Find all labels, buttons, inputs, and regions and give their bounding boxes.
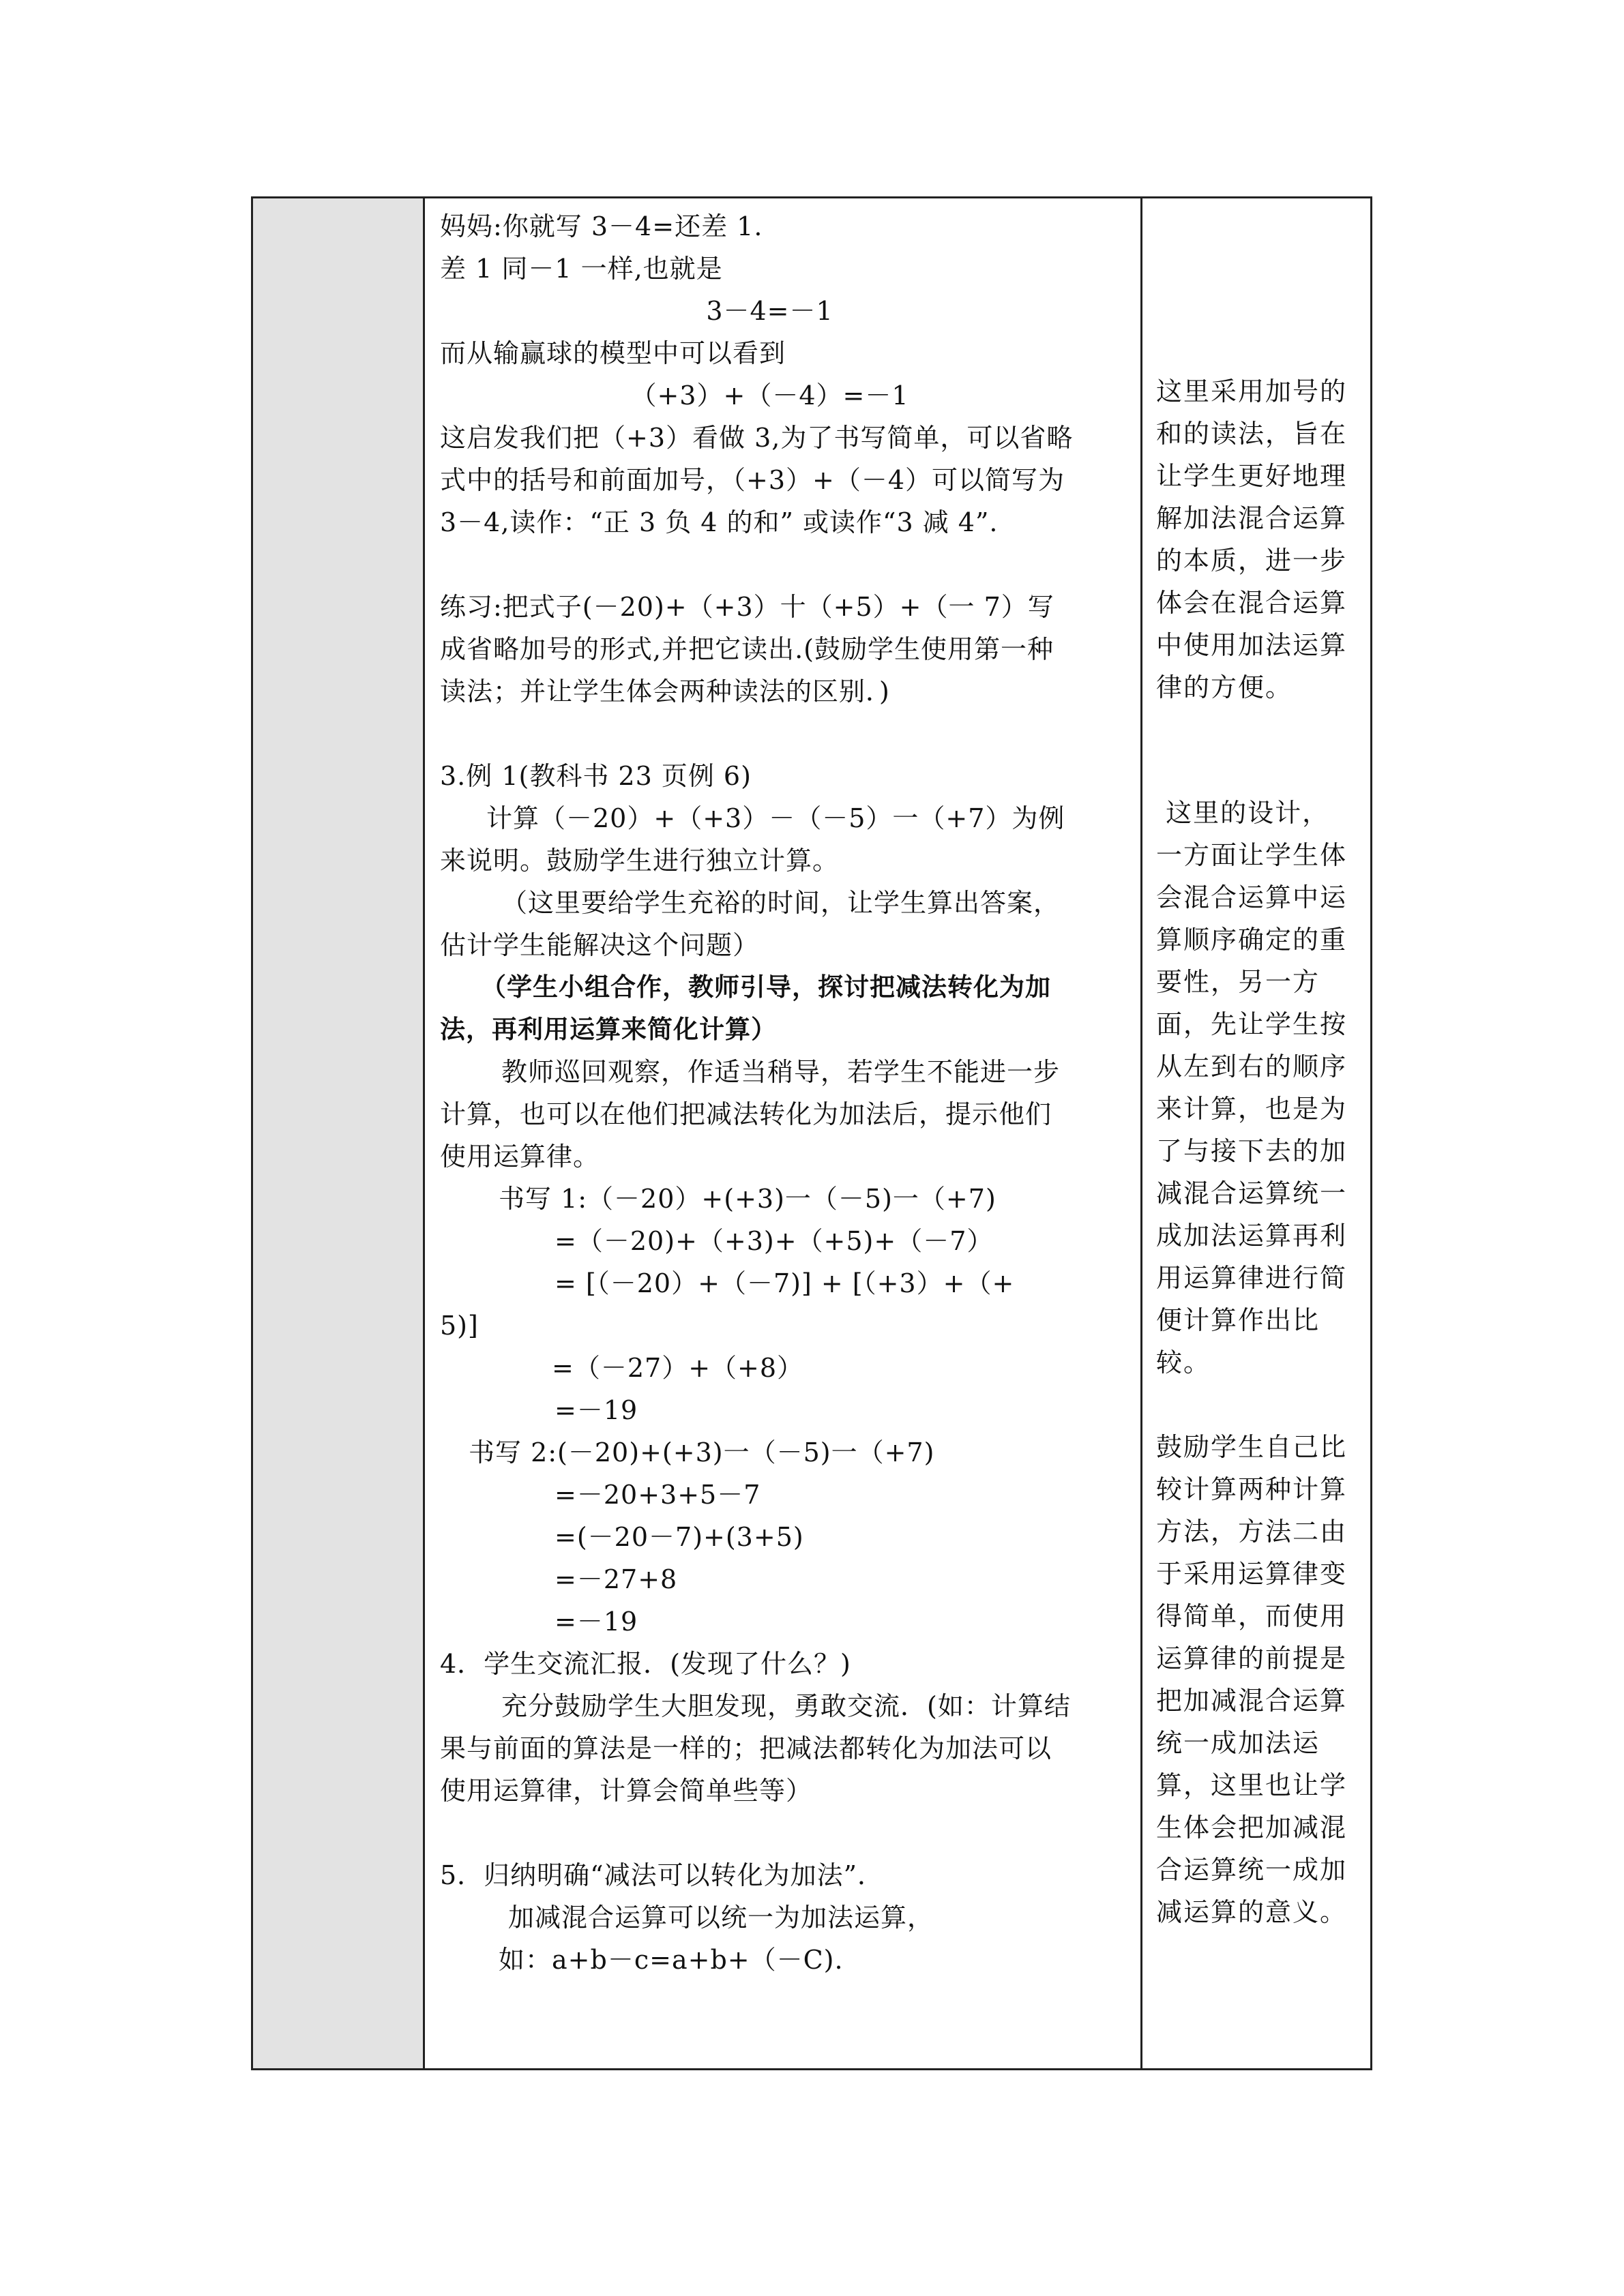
note-line: 算，这里也让学 bbox=[1156, 1770, 1348, 1800]
content-line: 充分鼓励学生大胆发现，勇敢交流．(如：计算结 bbox=[501, 1691, 1071, 1721]
design-note bbox=[1156, 792, 1347, 1384]
note-line: 和的读法，旨在 bbox=[1156, 419, 1348, 449]
content-line: 计算，也可以在他们把减法转化为加法后，提示他们 bbox=[440, 1099, 1052, 1129]
content-line: 式中的括号和前面加号，（+3）+（－4）可以简写为 bbox=[440, 465, 1065, 495]
note-line: 从左到右的顺序 bbox=[1156, 1052, 1348, 1082]
note-line: 算顺序确定的重 bbox=[1156, 925, 1348, 955]
content-line: 3－4,读作：“正 3 负 4 的和” 或读作“3 减 4”. bbox=[440, 507, 999, 537]
content-line: 法，再利用运算来简化计算） bbox=[440, 1015, 777, 1044]
content-line bbox=[440, 713, 1140, 755]
content-line: 使用运算律。 bbox=[440, 1142, 600, 1172]
design-note bbox=[1156, 370, 1347, 709]
design-notes-column bbox=[1142, 198, 1370, 2068]
content-line: 4．学生交流汇报．(发现了什么？) bbox=[440, 1649, 851, 1679]
content-line: （学生小组合作，教师引导，探讨把减法转化为加 bbox=[481, 972, 1051, 1002]
note-line: 的本质，进一步 bbox=[1156, 546, 1348, 576]
lesson-plan-table bbox=[251, 196, 1372, 2070]
note-line: 统一成加法运 bbox=[1156, 1728, 1320, 1758]
content-line: 成省略加号的形式,并把它读出.(鼓励学生使用第一种 bbox=[440, 634, 1054, 664]
note-line: 成加法运算再利 bbox=[1156, 1221, 1348, 1251]
content-line: 这启发我们把（+3）看做 3,为了书写简单，可以省略 bbox=[440, 423, 1074, 453]
content-line: 练习:把式子(－20)+（+3）十（+5）+（一 7）写 bbox=[440, 592, 1054, 622]
note-line: 用运算律进行简 bbox=[1156, 1263, 1348, 1293]
content-line: （这里要给学生充裕的时间，让学生算出答案， bbox=[501, 888, 1061, 918]
content-line: 果与前面的算法是一样的；把减法都转化为加法可以 bbox=[440, 1733, 1052, 1763]
content-line bbox=[440, 1812, 1140, 1854]
content-line: 而从输赢球的模型中可以看到 bbox=[440, 338, 786, 368]
content-line: =（－27）+（+8） bbox=[552, 1353, 804, 1383]
note-line: 律的方便。 bbox=[1156, 672, 1293, 702]
content-line: =－20+3+5－7 bbox=[555, 1480, 761, 1510]
content-line: =－27+8 bbox=[555, 1564, 678, 1594]
note-line: 面，先让学生按 bbox=[1156, 1009, 1348, 1039]
content-line: 书写 1:（－20）+(+3)一（－5)一（+7) bbox=[499, 1184, 996, 1214]
content-line: =－19 bbox=[555, 1607, 638, 1637]
note-line: 一方面让学生体 bbox=[1156, 840, 1348, 870]
content-line: = [（－20）+（－7)] + [（+3）+（+ bbox=[555, 1268, 1015, 1298]
note-line: 方法，方法二由 bbox=[1156, 1517, 1348, 1547]
content-line: 3－4=－1 bbox=[706, 296, 833, 326]
content-line: 计算（－20）+（+3）－（－5）一（+7）为例 bbox=[486, 803, 1065, 833]
note-line: 减混合运算统一 bbox=[1156, 1178, 1348, 1208]
note-line: 减运算的意义。 bbox=[1156, 1897, 1348, 1927]
note-line: 于采用运算律变 bbox=[1156, 1559, 1348, 1589]
note-line: 便计算作出比 bbox=[1156, 1305, 1320, 1335]
content-line: 加减混合运算可以统一为加法运算， bbox=[508, 1903, 934, 1933]
content-line: 3.例 1(教科书 23 页例 6) bbox=[440, 761, 752, 791]
content-line: 来说明。鼓励学生进行独立计算。 bbox=[440, 846, 840, 876]
note-line: 来计算，也是为 bbox=[1156, 1094, 1348, 1124]
content-line: 5．归纳明确“减法可以转化为加法”． bbox=[440, 1860, 885, 1890]
note-line: 较。 bbox=[1156, 1347, 1211, 1377]
content-line: 差 1 同－1 一样,也就是 bbox=[440, 254, 723, 284]
teaching-content-column bbox=[425, 198, 1142, 2068]
left-column bbox=[253, 198, 425, 2068]
content-line: 书写 2:(－20)+(+3)一（－5)一（+7) bbox=[469, 1437, 935, 1467]
content-line: 教师巡回观察，作适当稍导，若学生不能进一步 bbox=[501, 1057, 1061, 1087]
content-line: 使用运算律，计算会简单些等） bbox=[440, 1776, 813, 1806]
note-line: 解加法混合运算 bbox=[1156, 503, 1348, 533]
content-line: （+3）+（－4）=－1 bbox=[630, 381, 909, 411]
note-line: 这里采用加号的 bbox=[1156, 376, 1348, 406]
note-line: 鼓励学生自己比 bbox=[1156, 1432, 1348, 1462]
note-line: 让学生更好地理 bbox=[1156, 461, 1348, 491]
content-line: =－19 bbox=[555, 1395, 638, 1425]
content-line: 读法；并让学生体会两种读法的区别．) bbox=[440, 676, 890, 706]
note-line: 合运算统一成加 bbox=[1156, 1855, 1348, 1885]
content-line: 5)] bbox=[440, 1311, 479, 1341]
note-line: 了与接下去的加 bbox=[1156, 1136, 1348, 1166]
content-line bbox=[440, 543, 1140, 586]
design-note bbox=[1156, 1426, 1347, 1933]
note-line: 这里的设计， bbox=[1156, 798, 1330, 828]
content-line: 如：a+b－c=a+b+（－C). bbox=[499, 1945, 844, 1975]
note-line: 要性，另一方 bbox=[1156, 967, 1320, 997]
note-line: 较计算两种计算 bbox=[1156, 1474, 1348, 1504]
note-line: 运算律的前提是 bbox=[1156, 1643, 1348, 1673]
note-line: 中使用加法运算 bbox=[1156, 630, 1348, 660]
note-line: 会混合运算中运 bbox=[1156, 882, 1348, 912]
content-line: 估计学生能解决这个问题） bbox=[440, 930, 760, 960]
content-line: =（－20)+（+3)+（+5)+（－7） bbox=[555, 1226, 994, 1256]
note-line: 把加减混合运算 bbox=[1156, 1686, 1348, 1716]
note-line: 体会在混合运算 bbox=[1156, 588, 1348, 618]
content-line: 妈妈:你就写 3－4=还差 1. bbox=[440, 211, 763, 241]
note-line: 生体会把加减混 bbox=[1156, 1813, 1348, 1843]
note-line: 得简单，而使用 bbox=[1156, 1601, 1348, 1631]
content-line: =(－20－7)+(3+5) bbox=[555, 1522, 804, 1552]
